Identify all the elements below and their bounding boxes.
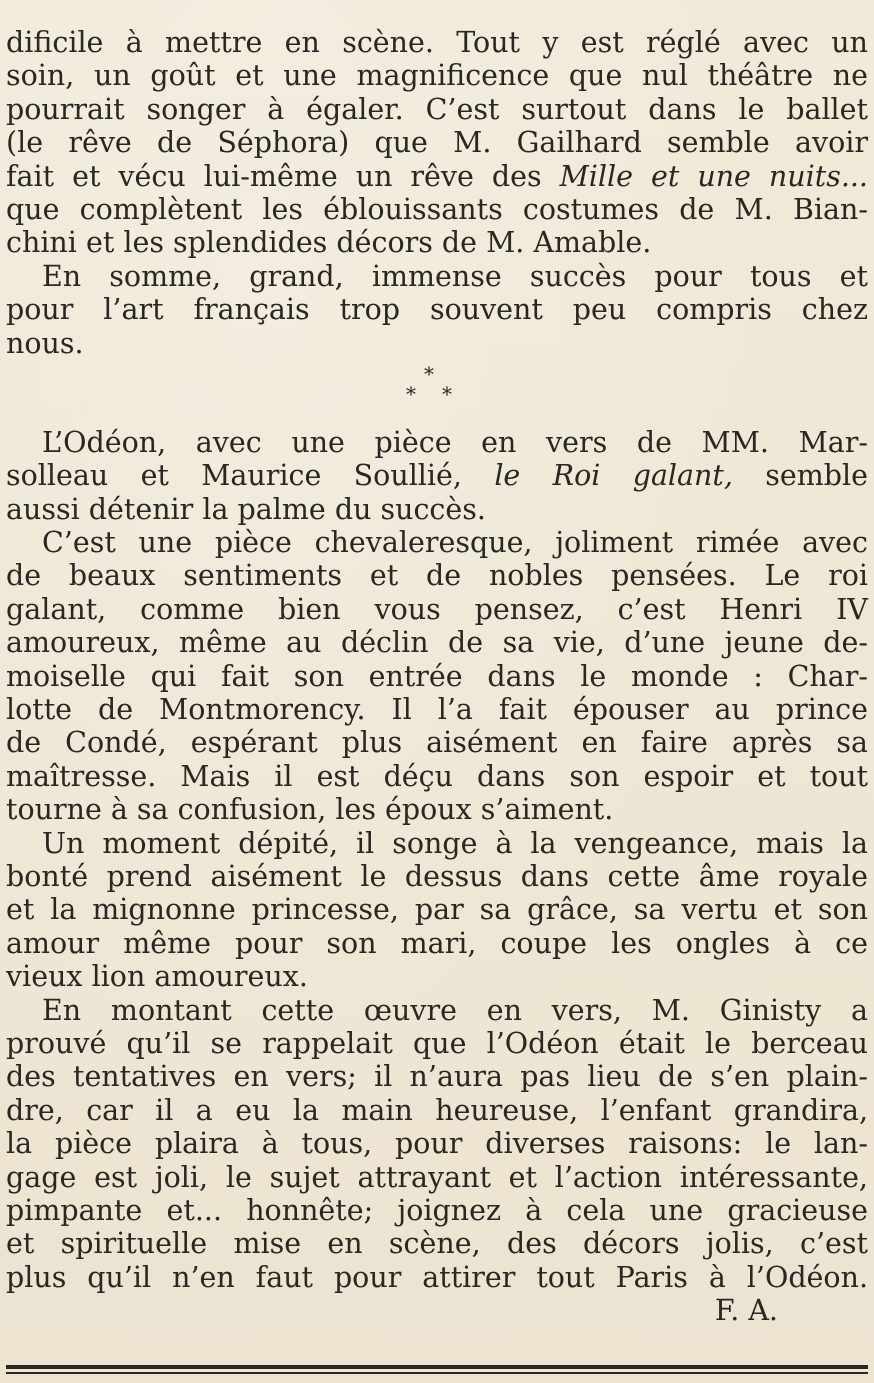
- text-fragment: solleau et Maurice Soullié,: [6, 459, 462, 493]
- paragraph-start-line: En somme, grand, immense succès pour tous et: [42, 259, 868, 293]
- text-line: moiselle qui fait son entrée dans le monde : Char-: [6, 659, 868, 693]
- text-line: aussi détenir la palme du succès.: [6, 492, 486, 526]
- asterisk-icon: *: [406, 381, 416, 406]
- text-line: pour l’art français trop souvent peu compris chez: [6, 293, 868, 327]
- text-line: chini et les splendides décors de M. Amable.: [6, 226, 652, 260]
- text-line: [6, 160, 868, 193]
- article-column: [6, 26, 868, 1327]
- text-line: de Condé, espérant plus aisément en faire après sa: [6, 726, 868, 760]
- text-line: amoureux, même au déclin de sa vie, d’une jeune de-: [6, 626, 868, 660]
- text-line: vieux lion amoureux.: [6, 960, 308, 994]
- italic-title-roi-galant: le Roi galant,: [494, 459, 733, 493]
- paragraph-start-line: C’est une pièce chevaleresque, joliment rimée avec: [42, 526, 868, 560]
- paragraph-start-line: L’Odéon, avec une pièce en vers de MM. Mar-: [42, 425, 868, 459]
- text-line: la pièce plaira à tous, pour diverses raisons: le lan-: [6, 1127, 868, 1161]
- text-line: bonté prend aisément le dessus dans cette âme royale: [6, 859, 868, 893]
- text-line: galant, comme bien vous pensez, c’est Henri IV: [6, 592, 868, 626]
- asterisk-icon: *: [442, 381, 452, 406]
- text-line: et la mignonne princesse, par sa grâce, sa vertu et son: [6, 893, 868, 927]
- section-end-rule: [6, 1363, 868, 1377]
- paragraph-start-line: En montant cette œuvre en vers, M. Ginisty a: [42, 993, 868, 1027]
- thick-rule-line: [6, 1365, 868, 1369]
- section-divider-asterism: [6, 360, 868, 426]
- paragraph-start-line: Un moment dépité, il songe à la vengeance, mais la: [42, 826, 868, 860]
- thin-rule-line: [6, 1372, 868, 1374]
- text-fragment: semble: [765, 459, 869, 493]
- text-line: nous.: [6, 326, 84, 360]
- text-line: des tentatives en vers; il n’aura pas lieu de s’en plain-: [6, 1060, 868, 1094]
- text-line: tourne à sa confusion, les époux s’aiment.: [6, 793, 614, 827]
- text-line: maîtresse. Mais il est déçu dans son espoir et tout: [6, 759, 868, 793]
- asterisk-icon: *: [424, 361, 434, 386]
- italic-title-mille-et-une-nuits: Mille et une nuits...: [559, 159, 868, 193]
- text-line: amour même pour son mari, coupe les ongles à ce: [6, 926, 868, 960]
- text-line: (le rêve de Séphora) que M. Gailhard semble avoir: [6, 126, 868, 160]
- text-line: pimpante et... honnête; joignez à cela une gracieuse: [6, 1193, 868, 1227]
- text-line: que complètent les éblouissants costumes de M. Bian-: [6, 192, 868, 226]
- text-fragment: fait et vécu lui-même un rêve des: [6, 159, 542, 193]
- text-line: dre, car il a eu la main heureuse, l’enfant grandira,: [6, 1093, 868, 1127]
- text-line: lotte de Montmorency. Il l’a fait épouser au prince: [6, 693, 868, 727]
- text-line: soin, un goût et une magnificence que nul théâtre ne: [6, 59, 868, 93]
- text-line: de beaux sentiments et de nobles pensées. Le roi: [6, 559, 868, 593]
- text-line: prouvé qu’il se rappelait que l’Odéon était le berceau: [6, 1026, 868, 1060]
- text-line: et spirituelle mise en scène, des décors jolis, c’est: [6, 1227, 868, 1261]
- author-signature: F. A.: [714, 1294, 778, 1328]
- text-line: plus qu’il n’en faut pour attirer tout Paris à l’Odéon.: [6, 1260, 868, 1294]
- text-line: dificile à mettre en scène. Tout y est réglé avec un: [6, 26, 868, 59]
- text-line: pourrait songer à égaler. C’est surtout dans le ballet: [6, 92, 868, 126]
- text-line: gage est joli, le sujet attrayant et l’action intéressante,: [6, 1160, 868, 1194]
- text-line: [6, 459, 868, 492]
